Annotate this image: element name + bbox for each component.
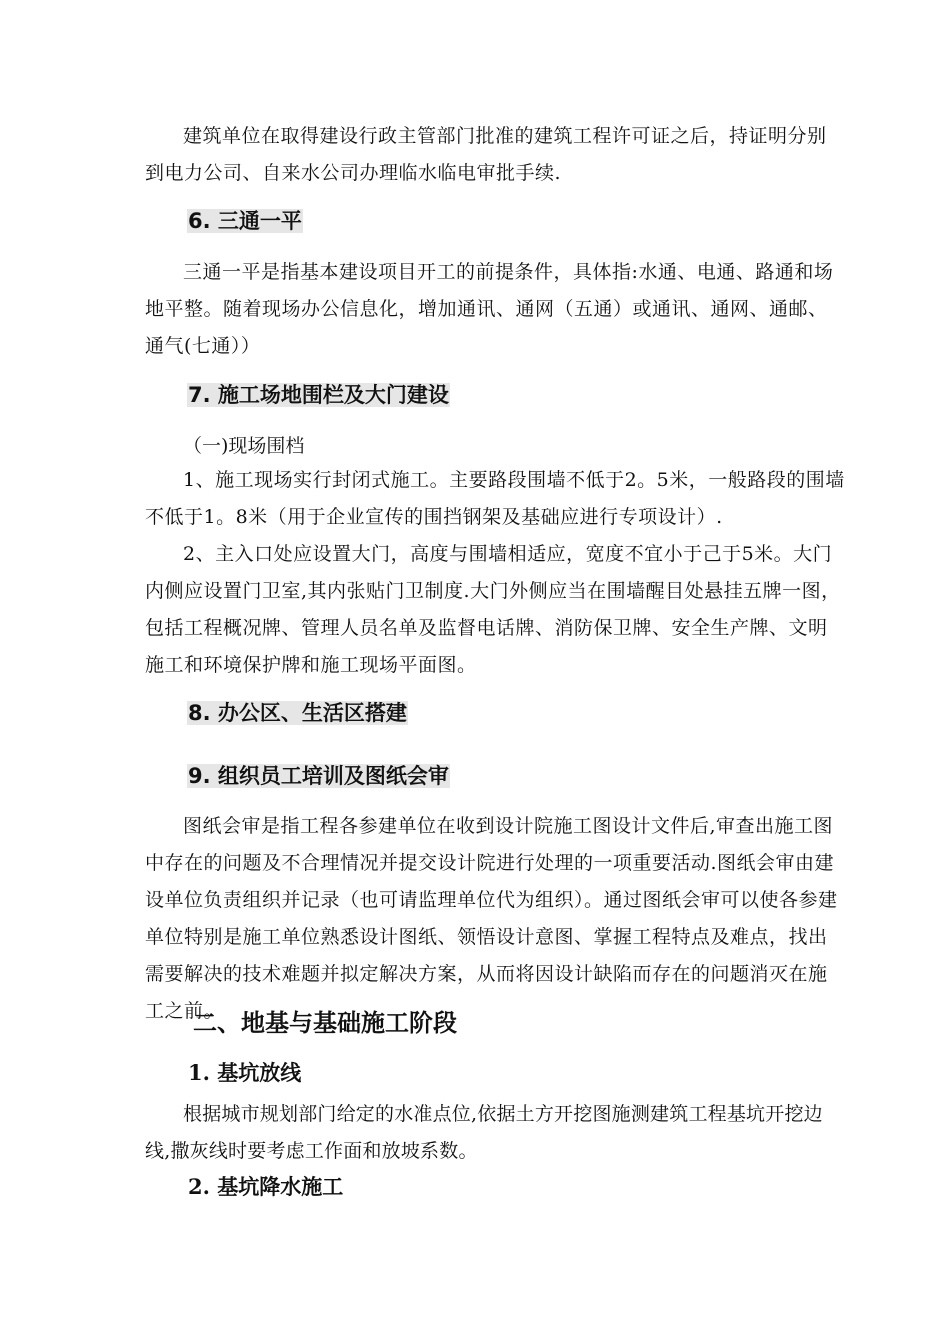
section-9-title: 9. 组织员工培训及图纸会审	[188, 764, 449, 788]
section-8-heading	[187, 698, 408, 728]
chapter-2-sub-1-body: 根据城市规划部门给定的水准点位,依据土方开挖图施测建筑工程基坑开挖边线,撒灰线时要考虑工作面和放坡系数。	[145, 1103, 823, 1162]
section-7-item-1: 1、施工现场实行封闭式施工。主要路段围墙不低于2。5米，一般路段的围墙不低于1。8米（用于企业宣传的围挡钢架及基础应进行专项设计）.	[145, 469, 845, 528]
section-6-body: 三通一平是指基本建设项目开工的前提条件，具体指:水通、电通、路通和场地平整。随着现场办公信息化，增加通讯、通网（五通）或通讯、通网、通邮、通气(七通））	[145, 261, 834, 357]
section-6-title: 6. 三通一平	[188, 209, 302, 233]
section-9-body: 图纸会审是指工程各参建单位在收到设计院施工图设计文件后,审查出施工图中存在的问题及不合理情况并提交设计院进行处理的一项重要活动.图纸会审由建设单位负责组织并记录（也可请监理单位代为组织）。通过图纸会审可以使各参建单位特别是施工单位熟悉设计图纸、领悟设计意图、掌握工程特点及难点，找出需要解决的技术难题并拟定解决方案，从而将因设计缺陷而存在的问题消灭在施工之前。	[145, 815, 838, 1022]
chapter-2-sub-2-heading: 2. 基坑降水施工	[188, 1174, 344, 1199]
section-7-subheading: （一)现场围档	[183, 435, 305, 457]
chapter-2-sub-1-heading: 1. 基坑放线	[188, 1060, 302, 1085]
section-7-item-2: 2、主入口处应设置大门，高度与围墙相适应，宽度不宜小于己于5米。大门内侧应设置门卫室,其内张贴门卫制度.大门外侧应当在围墙醒目处悬挂五牌一图，包括工程概况牌、管理人员名单及监督电话牌、消防保卫牌、安全生产牌、文明施工和环境保护牌和施工现场平面图。	[145, 543, 841, 676]
chapter-2-heading: 二、地基与基础施工阶段	[193, 1009, 457, 1037]
section-6-heading	[187, 206, 303, 236]
section-7-title: 7. 施工场地围栏及大门建设	[188, 383, 449, 407]
intro-paragraph: 建筑单位在取得建设行政主管部门批准的建筑工程许可证之后，持证明分别到电力公司、自来水公司办理临水临电审批手续.	[145, 125, 827, 184]
section-9-heading	[187, 761, 450, 791]
section-8-title: 8. 办公区、生活区搭建	[188, 701, 407, 725]
section-7-heading	[187, 380, 450, 410]
